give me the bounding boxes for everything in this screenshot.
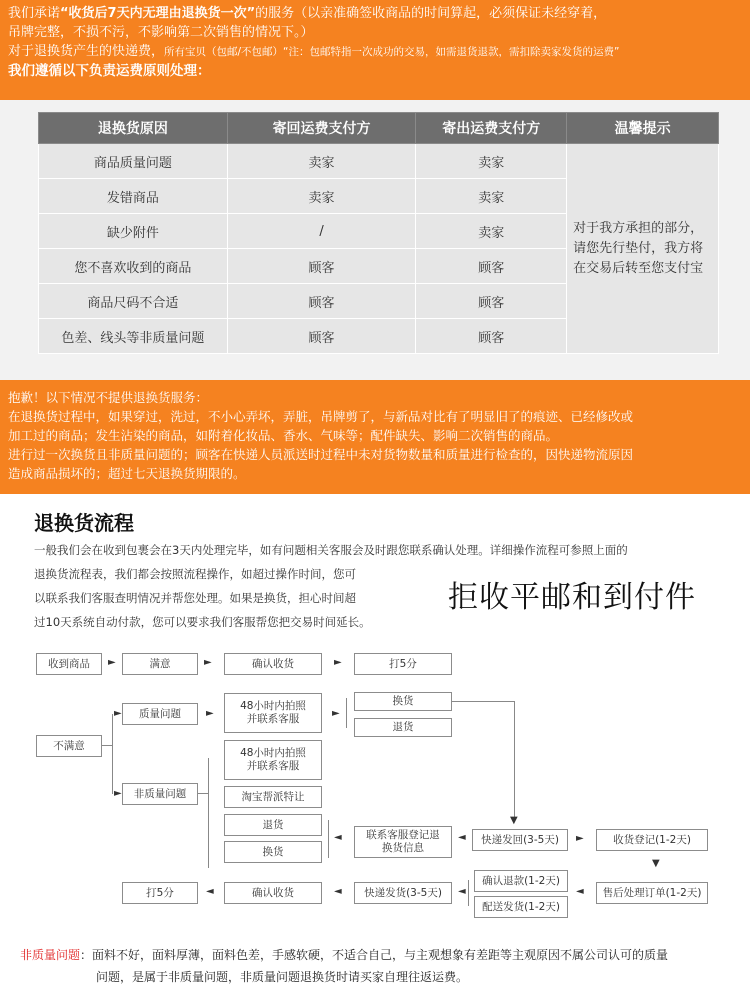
table-row xyxy=(39,144,719,179)
non-quality-label: 非质量问题 xyxy=(20,948,81,962)
cell-send-fee: 顾客 xyxy=(416,284,567,319)
flow-express-back: 快递发回(3-5天) xyxy=(472,829,568,851)
non-quality-text-2: 问题，是属于非质量问题，非质量问题退换货时请买家自理往返运费。 xyxy=(96,970,469,984)
header-tip: 温馨提示 xyxy=(567,113,719,144)
cell-return-fee: 卖家 xyxy=(227,144,416,179)
cell-reason: 色差、线头等非质量问题 xyxy=(39,319,228,354)
shipping-policy-banner xyxy=(0,0,750,100)
exclusions-banner xyxy=(0,380,750,494)
intro-line: 退换货流程表，我们都会按照流程操作，如超过操作时间，您可 xyxy=(34,567,356,581)
flow-confirm: 确认收货 xyxy=(224,653,322,675)
flow-quality: 质量问题 xyxy=(122,703,198,725)
flow-taobao: 淘宝帮派特让 xyxy=(224,786,322,808)
connector xyxy=(102,745,112,746)
exclusions-line: 在退换货过程中，如果穿过，洗过，不小心弄坏，弄脏，吊牌剪了，与新品对比有了明显旧了的痕迹、已经修改或 xyxy=(8,409,634,424)
promise-line-2: 吊牌完整，不损不污，不影响第二次销售的情况下。） xyxy=(8,25,314,40)
intro-line: 一般我们会在收到包裹会在3天内处理完毕，如有问题相关客服会及时跟您联系确认处理。详细操作流程可参照上面的 xyxy=(34,543,628,557)
flow-satisfied: 满意 xyxy=(122,653,198,675)
flow-refund: 退货 xyxy=(354,718,452,737)
flow-photo-1: 48小时内拍照并联系客服 xyxy=(224,693,322,733)
arrow-left-icon: ◄ xyxy=(576,886,584,897)
connector xyxy=(112,714,113,794)
cell-return-fee: 顾客 xyxy=(227,249,416,284)
flow-reship: 配送发货(1-2天) xyxy=(474,896,568,918)
flow-register: 联系客服登记退换货信息 xyxy=(354,826,452,858)
exclusions-line: 造成商品损坏的；超过七天退换货期限的。 xyxy=(8,466,246,481)
flow-rate-2: 打5分 xyxy=(122,882,198,904)
arrow-left-icon: ◄ xyxy=(334,832,342,843)
header-reason: 退换货原因 xyxy=(39,113,228,144)
cell-return-fee: 顾客 xyxy=(227,319,416,354)
header-return-fee: 寄回运费支付方 xyxy=(227,113,416,144)
cell-return-fee: 卖家 xyxy=(227,179,416,214)
connector xyxy=(208,758,209,868)
cell-send-fee: 顾客 xyxy=(416,249,567,284)
flow-exchange: 换货 xyxy=(354,692,452,711)
connector xyxy=(514,701,515,821)
cell-send-fee: 卖家 xyxy=(416,179,567,214)
arrow-right-icon: ► xyxy=(334,657,342,668)
intro-line: 过10天系统自动付款，您可以要求我们客服帮您把交易时间延长。 xyxy=(34,615,371,629)
arrow-left-icon: ◄ xyxy=(458,832,466,843)
cell-reason: 商品质量问题 xyxy=(39,144,228,179)
flow-confirm-2: 确认收货 xyxy=(224,882,322,904)
promise-suffix: 的服务（以亲准确签收商品的时间算起，必须保证未经穿着， xyxy=(255,6,607,21)
arrow-right-icon: ► xyxy=(204,657,212,668)
return-policy-table xyxy=(38,112,719,354)
connector xyxy=(346,698,347,728)
connector xyxy=(452,701,514,702)
flow-after-sale: 售后处理订单(1-2天) xyxy=(596,882,708,904)
connector xyxy=(198,793,208,794)
fee-note-detail: 所有宝贝（包邮/不包邮）“注：包邮特指一次成功的交易，如需退货退款，需扣除卖家发货的运费” xyxy=(164,46,620,58)
flow-rate: 打5分 xyxy=(354,653,452,675)
arrow-right-icon: ► xyxy=(108,657,116,668)
cell-send-fee: 顾客 xyxy=(416,319,567,354)
non-quality-text: ：面料不好，面料厚薄，面料色差，手感软硬，不适合自己，与主观想象有差距等主观原因不属公司认可的质量 xyxy=(80,948,669,962)
intro-line: 以联系我们客服查明情况并帮您处理。如果是换货，担心时间超 xyxy=(34,591,356,605)
arrow-right-icon: ► xyxy=(114,788,122,799)
cell-send-fee: 卖家 xyxy=(416,144,567,179)
arrow-left-icon: ◄ xyxy=(458,886,466,897)
cell-send-fee: 卖家 xyxy=(416,214,567,249)
table-header-row xyxy=(39,113,719,144)
flow-refund-2: 退货 xyxy=(224,814,322,836)
cell-reason: 发错商品 xyxy=(39,179,228,214)
tip-cell: 对于我方承担的部分，请您先行垫付，我方将在交易后转至您支付宝 xyxy=(567,144,719,354)
cell-reason: 缺少附件 xyxy=(39,214,228,249)
reject-slogan: 拒收平邮和到付件 xyxy=(448,580,696,615)
arrow-right-icon: ► xyxy=(332,708,340,719)
arrow-down-icon: ▼ xyxy=(510,815,518,826)
flow-receipt-register: 收货登记(1-2天) xyxy=(596,829,708,851)
arrow-right-icon: ► xyxy=(576,833,584,844)
cell-return-fee: 顾客 xyxy=(227,284,416,319)
flow-receive: 收到商品 xyxy=(36,653,102,675)
arrow-right-icon: ► xyxy=(114,708,122,719)
arrow-left-icon: ◄ xyxy=(206,886,214,897)
exclusions-heading: 抱歉！以下情况不提供退换货服务： xyxy=(8,390,209,405)
fee-principle-heading: 我们遵循以下负责运费原则处理： xyxy=(8,63,211,79)
connector xyxy=(328,820,329,858)
process-title: 退换货流程 xyxy=(34,511,134,535)
flow-express-send: 快递发货(3-5天) xyxy=(354,882,452,904)
fee-note-prefix: 对于退换货产生的快递费， xyxy=(8,44,165,59)
cell-reason: 商品尺码不合适 xyxy=(39,284,228,319)
policy-table-section xyxy=(0,100,750,380)
exclusions-line: 进行过一次换货且非质量问题的；顾客在快递人员派送时过程中未对货物数量和质量进行检查的，因快递物流原因 xyxy=(8,447,634,462)
cell-reason: 您不喜欢收到的商品 xyxy=(39,249,228,284)
non-quality-note xyxy=(20,944,736,988)
flow-unsatisfied: 不满意 xyxy=(36,735,102,757)
cell-return-fee: / xyxy=(227,214,416,249)
header-send-fee: 寄出运费支付方 xyxy=(416,113,567,144)
exclusions-line: 加工过的商品；发生沾染的商品，如附着化妆品、香水、气味等；配件缺失、影响二次销售的商品。 xyxy=(8,428,559,443)
flow-confirm-refund: 确认退款(1-2天) xyxy=(474,870,568,892)
flow-nonquality: 非质量问题 xyxy=(122,783,198,805)
arrow-down-icon: ▼ xyxy=(652,858,660,869)
promise-prefix: 我们承诺 xyxy=(8,6,61,21)
arrow-right-icon: ► xyxy=(206,708,214,719)
return-flowchart xyxy=(0,640,750,940)
flow-photo-2: 48小时内拍照并联系客服 xyxy=(224,740,322,780)
promise-highlight: “收货后7天内无理由退换货一次” xyxy=(60,6,256,21)
arrow-left-icon: ◄ xyxy=(334,886,342,897)
flow-exchange-2: 换货 xyxy=(224,841,322,863)
connector xyxy=(468,880,469,906)
